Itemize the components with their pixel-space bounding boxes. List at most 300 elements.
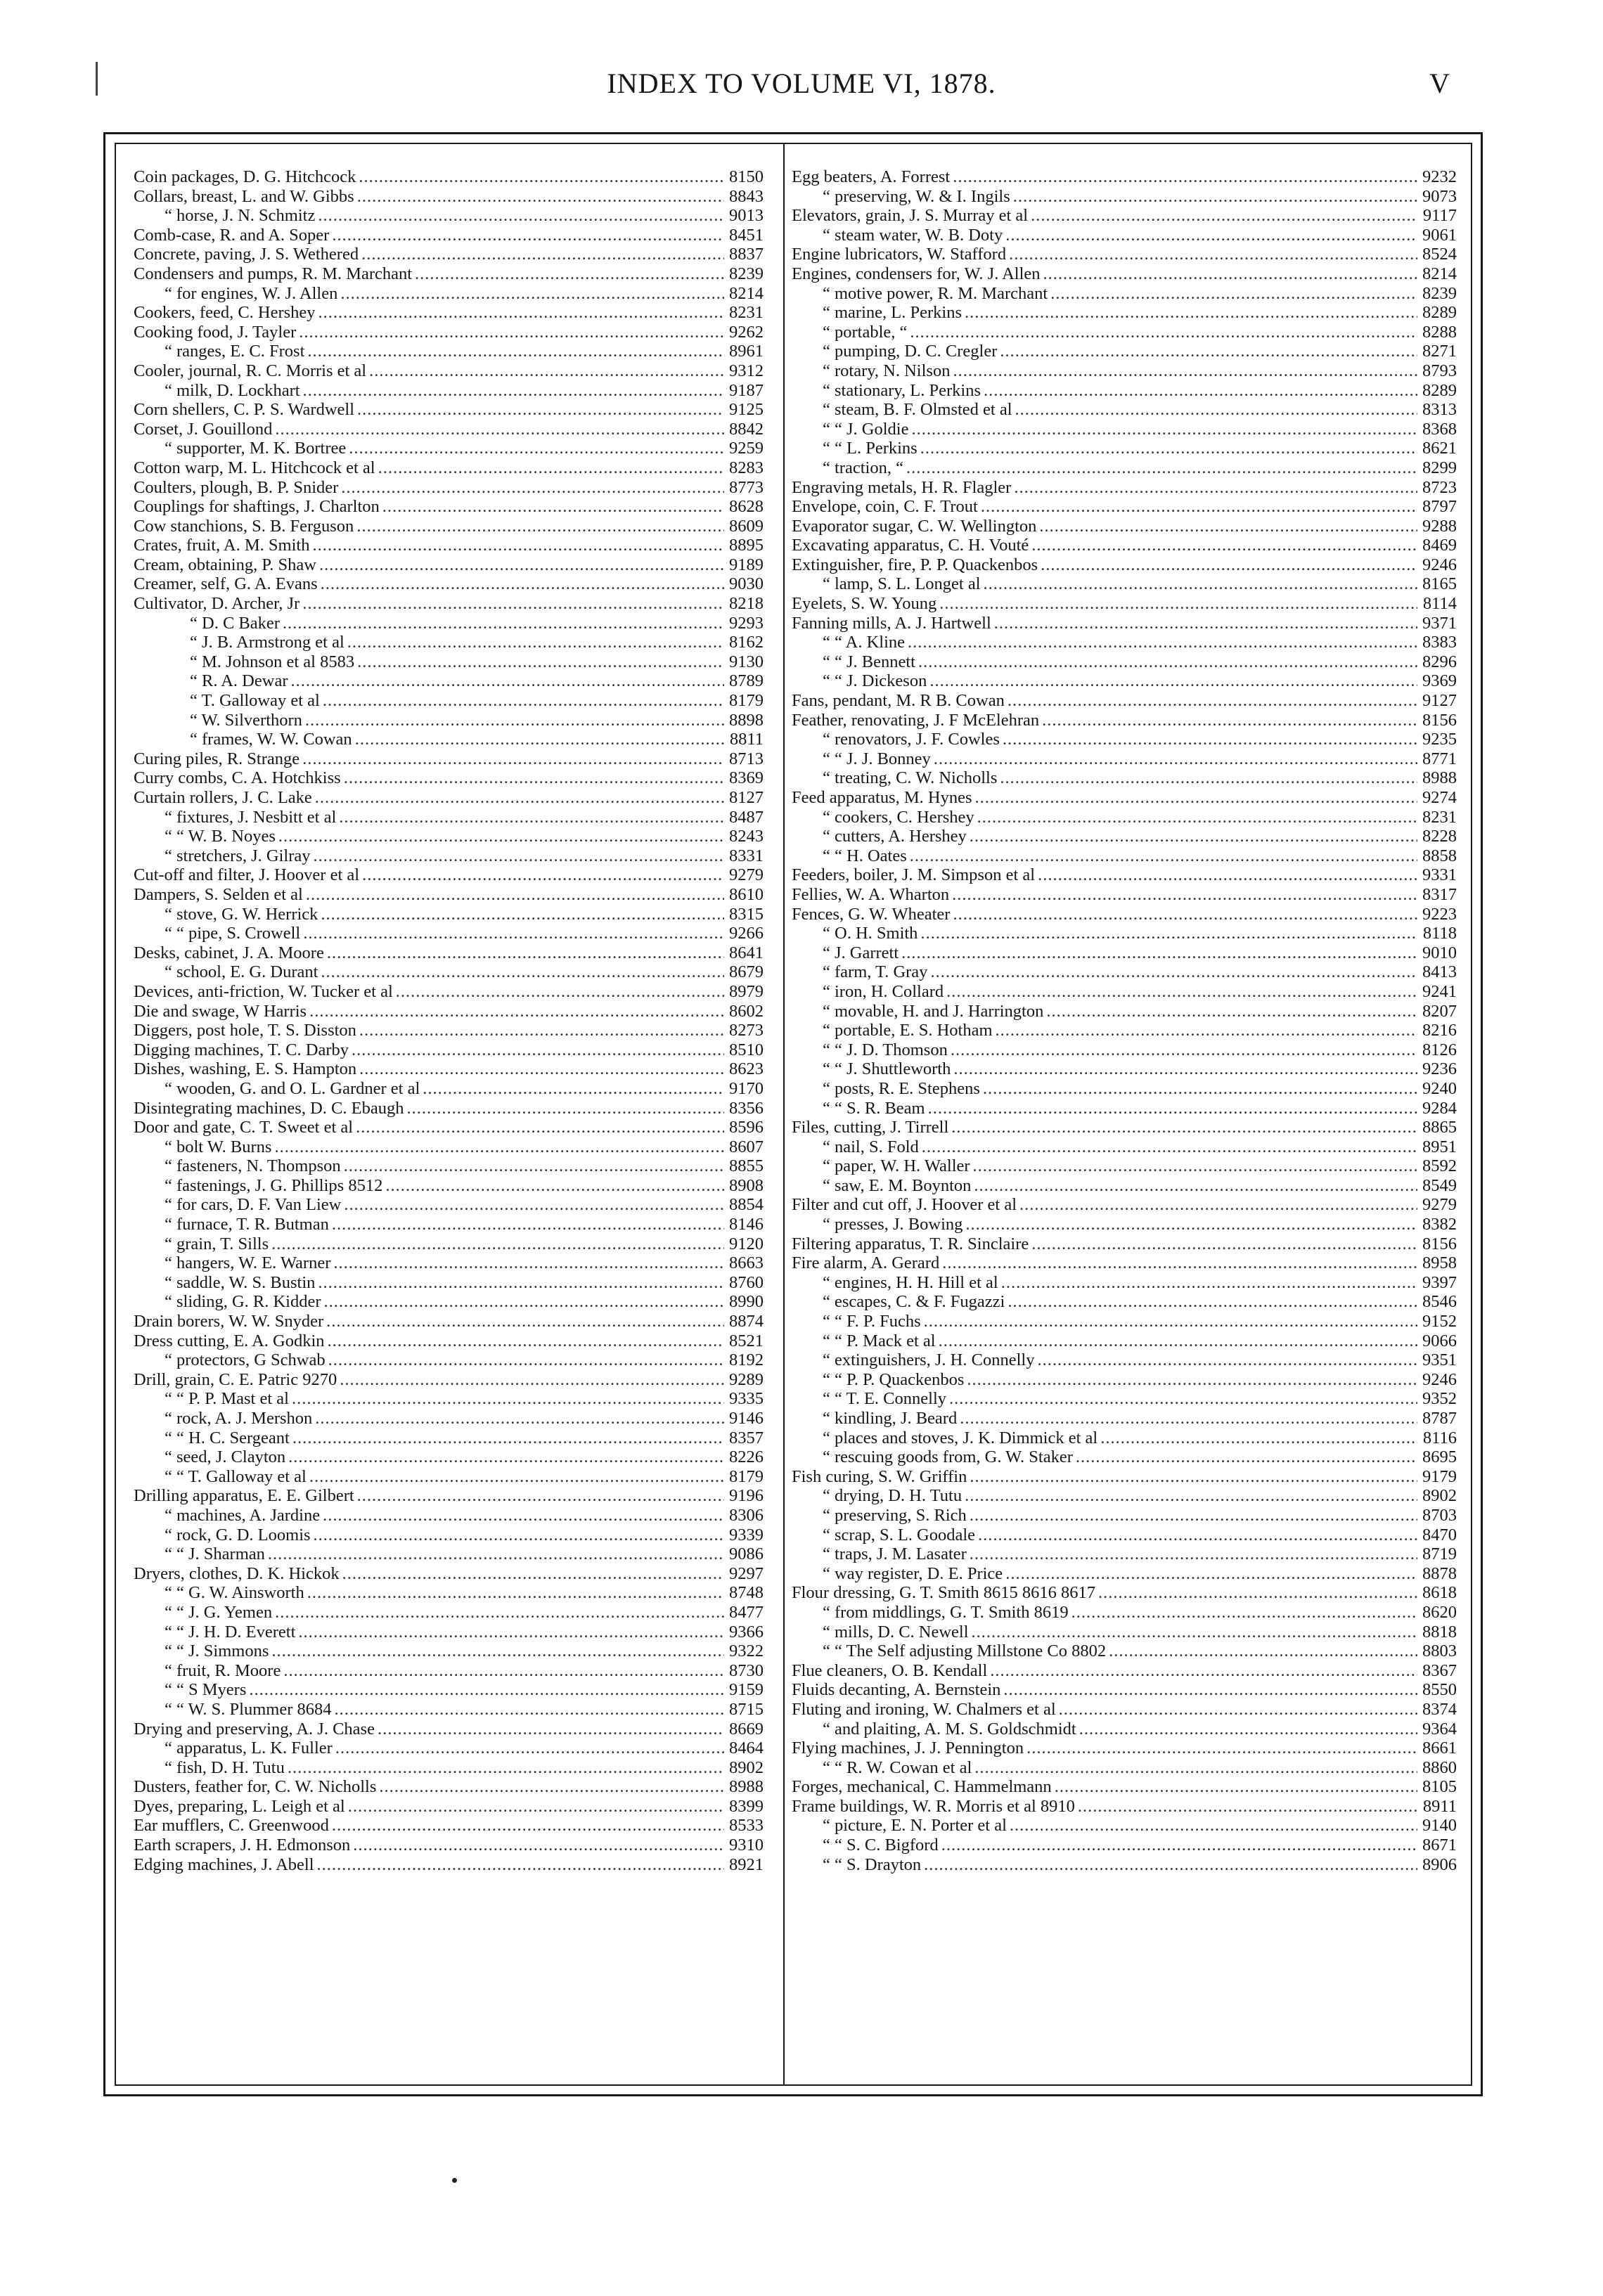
dot-leader bbox=[906, 458, 1417, 478]
entry-text: “ “ J. Goldie bbox=[823, 419, 909, 439]
entry-text: Elevators, grain, J. S. Murray et al bbox=[792, 206, 1029, 226]
dot-leader bbox=[423, 1079, 724, 1099]
index-entry bbox=[792, 1486, 1457, 1506]
dot-leader bbox=[378, 1720, 724, 1739]
entry-number: 8811 bbox=[729, 730, 764, 749]
dot-leader bbox=[315, 1409, 724, 1428]
dot-leader bbox=[314, 1526, 724, 1545]
entry-text: Creamer, self, G. A. Evans bbox=[134, 574, 318, 594]
index-entry bbox=[134, 574, 764, 594]
entry-number: 8621 bbox=[1422, 439, 1457, 458]
index-entry bbox=[134, 1389, 764, 1409]
dot-leader bbox=[1076, 1447, 1417, 1467]
dot-leader bbox=[939, 594, 1417, 614]
entry-number: 8988 bbox=[729, 1777, 764, 1797]
entry-text: “ renovators, J. F. Cowles bbox=[823, 730, 1000, 749]
entry-text: Forges, mechanical, C. Hammelmann bbox=[792, 1777, 1052, 1797]
dot-leader bbox=[990, 1661, 1417, 1681]
entry-number: 9312 bbox=[729, 361, 764, 380]
dot-leader bbox=[1071, 1603, 1417, 1623]
entry-text: “ traction, “ bbox=[823, 458, 903, 477]
dot-leader bbox=[1043, 264, 1417, 284]
entry-text: “ “ L. Perkins bbox=[823, 439, 918, 458]
entry-number: 8469 bbox=[1422, 536, 1457, 555]
index-entry bbox=[134, 439, 764, 458]
dot-leader bbox=[340, 284, 724, 304]
entry-number: 8239 bbox=[729, 264, 764, 283]
dot-leader bbox=[327, 943, 724, 963]
entry-number: 8878 bbox=[1422, 1563, 1457, 1583]
entry-text: “ J. B. Armstrong et al bbox=[190, 633, 345, 652]
dot-leader bbox=[298, 1623, 724, 1642]
dot-leader bbox=[920, 439, 1417, 458]
entry-text: Comb-case, R. and A. Soper bbox=[134, 225, 330, 245]
entry-text: “ “ H. C. Sergeant bbox=[165, 1428, 290, 1447]
dot-leader bbox=[983, 1079, 1417, 1099]
index-entry bbox=[792, 400, 1457, 420]
index-entry bbox=[792, 1137, 1457, 1157]
index-entry bbox=[792, 1253, 1457, 1273]
index-entry bbox=[792, 361, 1457, 381]
entry-number: 8760 bbox=[729, 1272, 764, 1292]
entry-text: “ “ P. P. Mast et al bbox=[165, 1389, 289, 1409]
entry-text: Fish curing, S. W. Griffin bbox=[792, 1466, 967, 1486]
entry-text: Disintegrating machines, D. C. Ebaugh bbox=[134, 1098, 404, 1118]
entry-text: “ fruit, R. Moore bbox=[165, 1660, 281, 1680]
dot-leader bbox=[1013, 187, 1417, 207]
dot-leader bbox=[1015, 400, 1417, 420]
entry-text: Egg beaters, A. Forrest bbox=[792, 167, 951, 186]
entry-number: 8288 bbox=[1422, 322, 1457, 342]
entry-text: “ “ S. Drayton bbox=[823, 1855, 922, 1874]
entry-number: 8243 bbox=[729, 827, 764, 846]
dot-leader bbox=[951, 1040, 1417, 1060]
entry-number: 9339 bbox=[729, 1525, 764, 1544]
entry-text: “ D. C Baker bbox=[190, 613, 280, 633]
index-entry bbox=[134, 420, 764, 439]
entry-text: “ “ P. P. Quackenbos bbox=[823, 1369, 965, 1389]
entry-number: 9140 bbox=[1422, 1816, 1457, 1836]
index-entry bbox=[134, 1642, 764, 1661]
index-entry bbox=[792, 1099, 1457, 1118]
entry-number: 8902 bbox=[729, 1758, 764, 1777]
index-entry bbox=[792, 1836, 1457, 1855]
index-entry bbox=[134, 614, 764, 633]
index-entry bbox=[792, 167, 1457, 187]
entry-text: “ “ J. Dickeson bbox=[823, 671, 927, 691]
entry-text: Die and swage, W Harris bbox=[134, 1001, 307, 1021]
dot-leader bbox=[970, 1544, 1417, 1564]
entry-number: 8602 bbox=[729, 1001, 764, 1021]
entry-number: 9013 bbox=[729, 206, 764, 226]
index-entry bbox=[134, 555, 764, 575]
entry-text: Cultivator, D. Archer, Jr bbox=[134, 594, 300, 614]
entry-text: Cotton warp, M. L. Hitchcock et al bbox=[134, 458, 375, 477]
index-entry bbox=[134, 1506, 764, 1526]
index-entry bbox=[134, 1273, 764, 1293]
entry-number: 8357 bbox=[729, 1428, 764, 1447]
entry-text: “ “ G. W. Ainsworth bbox=[165, 1583, 304, 1603]
dot-leader bbox=[356, 517, 724, 536]
entry-text: “ W. Silverthorn bbox=[190, 710, 302, 730]
dot-leader bbox=[977, 808, 1417, 827]
dot-leader bbox=[929, 671, 1417, 691]
entry-number: 9397 bbox=[1422, 1272, 1457, 1292]
entry-text: Diggers, post hole, T. S. Disston bbox=[134, 1021, 356, 1040]
entry-number: 9189 bbox=[729, 555, 764, 574]
entry-number: 8382 bbox=[1422, 1215, 1457, 1234]
dot-leader bbox=[939, 1331, 1417, 1351]
entry-number: 8549 bbox=[1422, 1175, 1457, 1195]
entry-number: 8695 bbox=[1422, 1447, 1457, 1467]
dot-leader bbox=[340, 1370, 724, 1390]
entry-text: “ “ T. Galloway et al bbox=[165, 1466, 307, 1486]
entry-number: 9232 bbox=[1422, 167, 1457, 186]
dot-leader bbox=[318, 1273, 724, 1293]
index-entry bbox=[792, 264, 1457, 284]
entry-number: 9030 bbox=[729, 574, 764, 594]
entry-text: “ mills, D. C. Newell bbox=[823, 1622, 969, 1642]
dot-leader bbox=[318, 206, 724, 226]
index-entry bbox=[134, 1099, 764, 1118]
entry-number: 8521 bbox=[729, 1331, 764, 1350]
entry-text: Crates, fruit, A. M. Smith bbox=[134, 536, 310, 555]
dot-leader bbox=[978, 1526, 1417, 1545]
entry-number: 8317 bbox=[1422, 884, 1457, 904]
entry-text: “ wooden, G. and O. L. Gardner et al bbox=[165, 1078, 420, 1098]
index-entry bbox=[134, 1331, 764, 1351]
entry-text: “ “ J. Bennett bbox=[823, 652, 915, 671]
dot-leader bbox=[1050, 284, 1417, 304]
entry-text: “ “ P. Mack et al bbox=[823, 1331, 936, 1350]
index-entry bbox=[134, 1176, 764, 1196]
entry-number: 9120 bbox=[729, 1234, 764, 1253]
entry-number: 9371 bbox=[1422, 613, 1457, 633]
dot-leader bbox=[1026, 1739, 1417, 1758]
dot-leader bbox=[318, 303, 724, 323]
index-entry bbox=[134, 1234, 764, 1254]
index-entry bbox=[792, 1021, 1457, 1040]
dot-leader bbox=[952, 885, 1417, 905]
entry-number: 8951 bbox=[1422, 1137, 1457, 1156]
entry-number: 8610 bbox=[729, 884, 764, 904]
entry-number: 8368 bbox=[1422, 419, 1457, 439]
entry-text: “ T. Galloway et al bbox=[190, 691, 320, 711]
entry-text: “ milk, D. Lockhart bbox=[165, 380, 300, 400]
entry-number: 8921 bbox=[729, 1855, 764, 1874]
entry-number: 8773 bbox=[729, 477, 764, 497]
entry-text: “ fastenings, J. G. Phillips 8512 bbox=[165, 1175, 383, 1195]
entry-text: “ portable, “ bbox=[823, 322, 908, 342]
index-entry bbox=[792, 1079, 1457, 1099]
entry-number: 8713 bbox=[729, 749, 764, 768]
dot-leader bbox=[379, 1777, 724, 1797]
entry-text: Curtain rollers, J. C. Lake bbox=[134, 788, 312, 807]
entry-number: 8218 bbox=[729, 594, 764, 614]
entry-number: 8671 bbox=[1422, 1836, 1457, 1855]
index-entry bbox=[792, 1370, 1457, 1390]
entry-text: Flue cleaners, O. B. Kendall bbox=[792, 1660, 988, 1680]
entry-text: Filtering apparatus, T. R. Sinclaire bbox=[792, 1234, 1029, 1253]
index-entry bbox=[134, 671, 764, 691]
entry-text: “ bolt W. Burns bbox=[165, 1137, 272, 1156]
entry-text: Cooler, journal, R. C. Morris et al bbox=[134, 361, 367, 380]
entry-text: Cut-off and filter, J. Hoover et al bbox=[134, 865, 360, 885]
dot-leader bbox=[930, 962, 1417, 982]
entry-text: “ “ J. H. D. Everett bbox=[165, 1622, 296, 1642]
dot-leader bbox=[307, 1583, 724, 1603]
index-entry bbox=[134, 1700, 764, 1720]
dot-leader bbox=[994, 614, 1417, 633]
index-entry bbox=[134, 361, 764, 381]
dot-leader bbox=[292, 1389, 724, 1409]
entry-number: 9262 bbox=[729, 322, 764, 342]
dot-leader bbox=[1003, 730, 1417, 749]
entry-text: Fire alarm, A. Gerard bbox=[792, 1253, 940, 1273]
entry-text: “ kindling, J. Beard bbox=[823, 1409, 958, 1428]
page-header bbox=[0, 67, 1603, 109]
dot-leader bbox=[984, 574, 1417, 594]
dot-leader bbox=[1007, 1292, 1417, 1312]
dot-leader bbox=[911, 420, 1417, 439]
index-entry bbox=[134, 1409, 764, 1428]
entry-text: Engine lubricators, W. Stafford bbox=[792, 245, 1007, 264]
entry-text: “ motive power, R. M. Marchant bbox=[823, 283, 1048, 303]
entry-text: Feed apparatus, M. Hynes bbox=[792, 788, 972, 807]
index-entry bbox=[792, 1234, 1457, 1254]
index-entry bbox=[134, 1002, 764, 1021]
index-entry bbox=[792, 652, 1457, 672]
index-entry bbox=[134, 264, 764, 284]
dot-leader bbox=[996, 1021, 1417, 1040]
entry-text: “ marine, L. Perkins bbox=[823, 303, 962, 323]
entry-number: 8487 bbox=[729, 807, 764, 827]
index-entry bbox=[792, 1389, 1457, 1409]
entry-number: 9061 bbox=[1422, 225, 1457, 245]
dot-leader bbox=[953, 905, 1417, 924]
dot-leader bbox=[335, 1700, 724, 1720]
dot-leader bbox=[1009, 245, 1417, 264]
entry-text: “ furnace, T. R. Butman bbox=[165, 1215, 329, 1234]
entry-text: “ way register, D. E. Price bbox=[823, 1563, 1003, 1583]
entry-number: 8179 bbox=[729, 1466, 764, 1486]
entry-number: 8789 bbox=[729, 671, 764, 691]
entry-text: “ “ S. R. Beam bbox=[823, 1098, 925, 1118]
index-entry bbox=[134, 962, 764, 982]
entry-text: “ scrap, S. L. Goodale bbox=[823, 1525, 976, 1544]
index-entry bbox=[792, 497, 1457, 517]
index-entry bbox=[792, 1331, 1457, 1351]
entry-number: 8214 bbox=[1422, 264, 1457, 283]
entry-text: Ear mufflers, C. Greenwood bbox=[134, 1816, 329, 1836]
entry-number: 8842 bbox=[729, 419, 764, 439]
dot-leader bbox=[1042, 711, 1417, 730]
dot-leader bbox=[974, 1176, 1417, 1196]
entry-number: 8165 bbox=[1422, 574, 1457, 594]
index-column-left bbox=[134, 167, 764, 1874]
entry-number: 8843 bbox=[729, 186, 764, 206]
entry-number: 9066 bbox=[1422, 1331, 1457, 1350]
index-entry bbox=[792, 574, 1457, 594]
dot-leader bbox=[1039, 517, 1417, 536]
entry-number: 9240 bbox=[1422, 1078, 1457, 1098]
index-entry bbox=[134, 924, 764, 943]
dot-leader bbox=[908, 633, 1417, 652]
entry-text: Fluting and ironing, W. Chalmers et al bbox=[792, 1699, 1056, 1719]
entry-text: “ “ pipe, S. Crowell bbox=[165, 924, 301, 943]
entry-number: 9146 bbox=[729, 1409, 764, 1428]
entry-text: “ farm, T. Gray bbox=[823, 962, 928, 982]
dot-leader bbox=[275, 420, 724, 439]
page-title: INDEX TO VOLUME VI, 1878. bbox=[607, 67, 996, 99]
entry-text: “ rotary, N. Nilson bbox=[823, 361, 951, 380]
dot-leader bbox=[332, 1816, 724, 1836]
entry-number: 8533 bbox=[729, 1816, 764, 1836]
dot-leader bbox=[1109, 1642, 1417, 1661]
entry-number: 9310 bbox=[729, 1836, 764, 1855]
index-entry bbox=[792, 1215, 1457, 1234]
entry-number: 9364 bbox=[1422, 1719, 1457, 1739]
dot-leader bbox=[1098, 1583, 1417, 1603]
dot-leader bbox=[357, 652, 724, 672]
index-entry bbox=[792, 788, 1457, 808]
index-entry bbox=[134, 1486, 764, 1506]
index-entry bbox=[134, 1603, 764, 1623]
entry-number: 8226 bbox=[729, 1447, 764, 1467]
entry-number: 8679 bbox=[729, 962, 764, 982]
index-entry bbox=[134, 1855, 764, 1875]
index-entry bbox=[792, 1739, 1457, 1758]
entry-number: 8607 bbox=[729, 1137, 764, 1156]
index-entry bbox=[792, 1603, 1457, 1623]
entry-number: 8118 bbox=[1422, 924, 1457, 943]
entry-text: Engraving metals, H. R. Flagler bbox=[792, 477, 1012, 497]
entry-number: 8289 bbox=[1422, 303, 1457, 323]
dot-leader bbox=[321, 574, 724, 594]
entry-text: “ school, E. G. Durant bbox=[165, 962, 318, 982]
entry-text: Digging machines, T. C. Darby bbox=[134, 1040, 349, 1059]
entry-number: 8865 bbox=[1422, 1118, 1457, 1137]
dot-leader bbox=[1059, 1700, 1417, 1720]
index-entry bbox=[134, 1680, 764, 1700]
entry-number: 8179 bbox=[729, 691, 764, 711]
index-entry bbox=[792, 1526, 1457, 1545]
dot-leader bbox=[960, 1409, 1417, 1428]
entry-number: 8399 bbox=[729, 1796, 764, 1816]
entry-number: 8550 bbox=[1422, 1680, 1457, 1700]
stray-dot bbox=[452, 2178, 457, 2183]
dot-leader bbox=[942, 1253, 1417, 1273]
dot-leader bbox=[970, 1467, 1417, 1487]
entry-number: 9159 bbox=[729, 1680, 764, 1700]
entry-text: “ for engines, W. J. Allen bbox=[165, 283, 338, 303]
dot-leader bbox=[324, 1292, 724, 1312]
dot-leader bbox=[309, 1467, 724, 1487]
index-entry bbox=[134, 1137, 764, 1157]
entry-text: Door and gate, C. T. Sweet et al bbox=[134, 1118, 354, 1137]
dot-leader bbox=[1005, 226, 1417, 245]
entry-text: Cookers, feed, C. Hershey bbox=[134, 303, 316, 323]
index-entry bbox=[134, 1583, 764, 1603]
entry-number: 9246 bbox=[1422, 555, 1457, 574]
entry-text: “ movable, H. and J. Harrington bbox=[823, 1001, 1044, 1021]
entry-number: 9279 bbox=[1422, 1195, 1457, 1215]
dot-leader bbox=[1037, 1350, 1417, 1370]
entry-text: “ preserving, S. Rich bbox=[823, 1505, 967, 1525]
dot-leader bbox=[974, 1758, 1417, 1778]
entry-number: 8669 bbox=[729, 1719, 764, 1739]
entry-number: 9130 bbox=[729, 652, 764, 671]
dot-leader bbox=[382, 497, 724, 517]
dot-leader bbox=[342, 1564, 724, 1584]
entry-text: Flour dressing, G. T. Smith 8615 8616 8617 bbox=[792, 1583, 1095, 1603]
index-entry bbox=[792, 439, 1457, 458]
index-entry bbox=[134, 536, 764, 555]
dot-leader bbox=[949, 1389, 1417, 1409]
dot-leader bbox=[302, 749, 724, 769]
entry-text: Curry combs, C. A. Hotchkiss bbox=[134, 768, 341, 788]
index-entry bbox=[792, 1467, 1457, 1487]
entry-text: “ “ W. S. Plummer 8684 bbox=[165, 1699, 332, 1719]
entry-text: “ pumping, D. C. Cregler bbox=[823, 342, 998, 361]
entry-text: “ horse, J. N. Schmitz bbox=[165, 206, 316, 226]
entry-number: 8988 bbox=[1422, 768, 1457, 788]
entry-number: 9274 bbox=[1422, 788, 1457, 807]
dot-leader bbox=[972, 1623, 1417, 1642]
index-entry bbox=[134, 1836, 764, 1855]
entry-number: 8803 bbox=[1422, 1642, 1457, 1661]
dot-leader bbox=[319, 555, 724, 575]
entry-text: “ “ S Myers bbox=[165, 1680, 247, 1700]
index-entry bbox=[792, 226, 1457, 245]
dot-leader bbox=[321, 905, 724, 924]
entry-text: “ R. A. Dewar bbox=[190, 671, 288, 691]
entry-number: 8231 bbox=[729, 303, 764, 323]
dot-leader bbox=[290, 671, 724, 691]
index-entry bbox=[134, 711, 764, 730]
entry-text: Coin packages, D. G. Hitchcock bbox=[134, 167, 356, 186]
index-entry bbox=[134, 1350, 764, 1370]
dot-leader bbox=[415, 264, 724, 284]
dot-leader bbox=[274, 1137, 724, 1157]
entry-number: 8592 bbox=[1422, 1156, 1457, 1176]
dot-leader bbox=[303, 924, 724, 943]
dot-leader bbox=[359, 1021, 724, 1040]
entry-text: “ “ The Self adjusting Millstone Co 8802 bbox=[823, 1642, 1107, 1661]
index-entry bbox=[134, 1292, 764, 1312]
entry-number: 8214 bbox=[729, 283, 764, 303]
index-entry bbox=[792, 691, 1457, 711]
entry-number: 9187 bbox=[729, 380, 764, 400]
entry-number: 9369 bbox=[1422, 671, 1457, 691]
index-entry bbox=[792, 478, 1457, 498]
dot-leader bbox=[1000, 342, 1417, 361]
entry-number: 8239 bbox=[1422, 283, 1457, 303]
dot-leader bbox=[1041, 555, 1417, 575]
entry-number: 9266 bbox=[729, 924, 764, 943]
entry-text: Dampers, S. Selden et al bbox=[134, 884, 303, 904]
index-entry bbox=[792, 1797, 1457, 1817]
entry-number: 9073 bbox=[1422, 186, 1457, 206]
index-entry bbox=[792, 1758, 1457, 1778]
dot-leader bbox=[323, 691, 724, 711]
entry-text: “ hangers, W. E. Warner bbox=[165, 1253, 331, 1273]
index-entry bbox=[792, 827, 1457, 846]
entry-number: 9288 bbox=[1422, 516, 1457, 536]
index-entry bbox=[134, 1253, 764, 1273]
index-entry bbox=[134, 1215, 764, 1234]
entry-number: 9284 bbox=[1422, 1098, 1457, 1118]
